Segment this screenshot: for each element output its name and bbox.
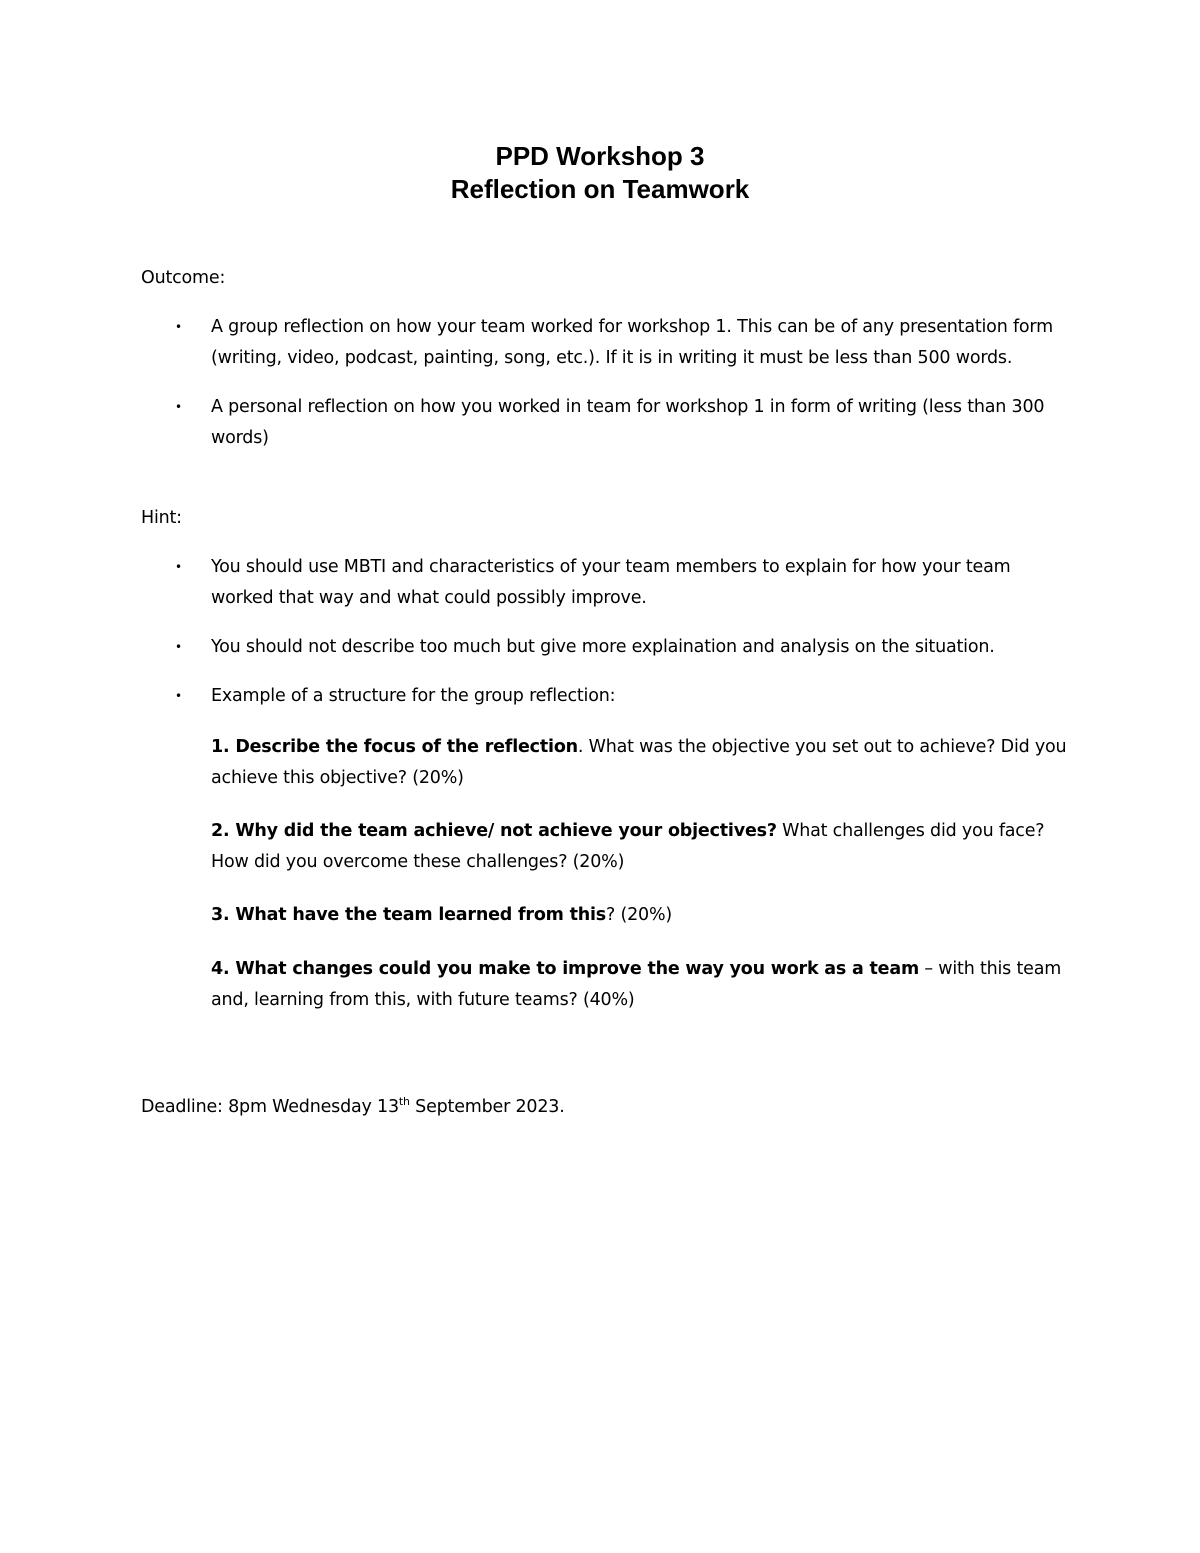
structure-step-3 xyxy=(211,900,1071,931)
deadline-prefix: Deadline: 8pm Wednesday 13 xyxy=(141,1097,399,1117)
deadline xyxy=(141,1092,565,1123)
structure-step-heading: 1. Describe the focus of the reflection xyxy=(211,737,578,757)
title-line-1: PPD Workshop 3 xyxy=(495,141,705,171)
hint-label: Hint: xyxy=(141,508,182,528)
outcome-list xyxy=(141,312,1061,472)
outcome-label: Outcome: xyxy=(141,268,226,288)
structure-step-detail: ? (20%) xyxy=(606,905,673,925)
deadline-ordinal: th xyxy=(398,1095,410,1109)
hint-item-analysis xyxy=(141,632,1061,663)
outcome-item-personal-reflection xyxy=(141,392,1061,454)
structure-step-heading: 3. What have the team learned from this xyxy=(211,905,607,925)
bullet-icon: • xyxy=(175,640,182,654)
bullet-icon: • xyxy=(175,689,182,703)
structure-step-heading: 4. What changes could you make to improve the way you work as a team xyxy=(211,959,919,979)
structure-step-1 xyxy=(211,732,1071,794)
hint-item-mbti xyxy=(141,552,1061,614)
structure-step-detail: – with this team and, learning from this, with future teams? (40%) xyxy=(211,959,1062,1010)
hint-item-text: You should use MBTI and characteristics of your team members to explain for how your team worked that way and what could possibly improve. xyxy=(211,557,1011,608)
hint-item-text: You should not describe too much but give more explaination and analysis on the situation. xyxy=(211,637,995,657)
bullet-icon: • xyxy=(175,400,182,414)
bullet-icon: • xyxy=(175,320,182,334)
structure-step-heading: 2. Why did the team achieve/ not achieve your objectives? xyxy=(211,821,777,841)
structure-step-2 xyxy=(211,816,1071,878)
hint-item-text: Example of a structure for the group reflection: xyxy=(211,686,616,706)
outcome-item-text: A group reflection on how your team worked for workshop 1. This can be of any presentation form (writing, video, podcast, painting, song, etc.). If it is in writing it must be less than 500 words. xyxy=(211,317,1053,368)
document-title xyxy=(0,140,1200,206)
structure-step-detail: What challenges did you face? How did you overcome these challenges? (20%) xyxy=(211,821,1045,872)
structure-step-detail: . What was the objective you set out to achieve? Did you achieve this objective? (20%) xyxy=(211,737,1067,788)
hint-list xyxy=(141,552,1061,730)
deadline-suffix: September 2023. xyxy=(409,1097,565,1117)
structure-step-4 xyxy=(211,954,1071,1016)
outcome-item-text: A personal reflection on how you worked in team for workshop 1 in form of writing (less than 300 words) xyxy=(211,397,1045,448)
hint-item-structure xyxy=(141,681,1061,712)
bullet-icon: • xyxy=(175,560,182,574)
title-line-2: Reflection on Teamwork xyxy=(450,174,750,204)
outcome-item-group-reflection xyxy=(141,312,1061,374)
